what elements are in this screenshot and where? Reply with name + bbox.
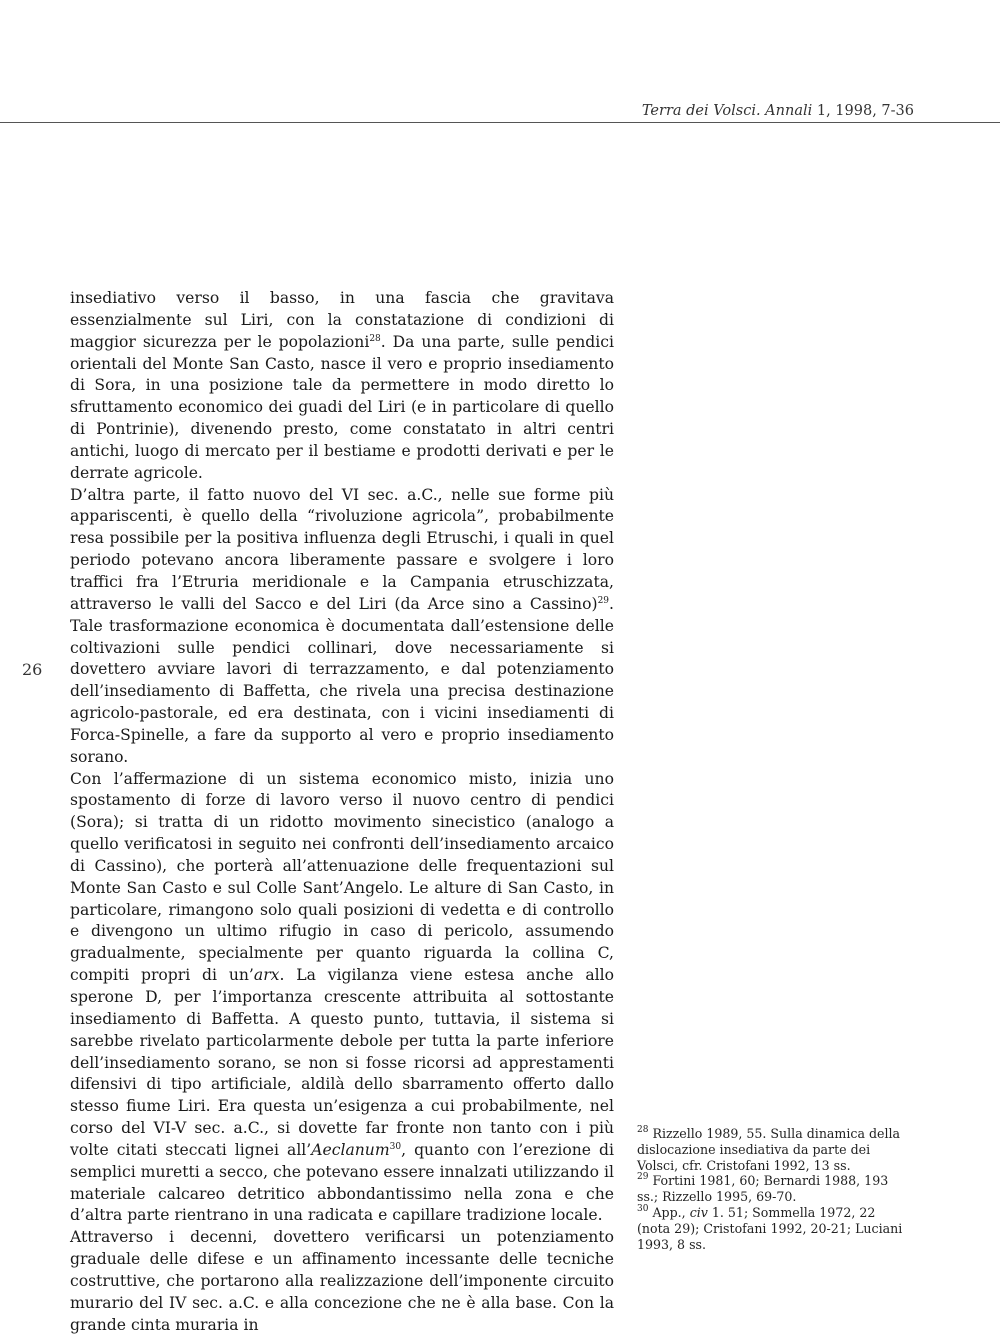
italic-term: civ xyxy=(689,1204,708,1220)
footnote-text: 1. 51; Sommella 1972, 22 (nota 29); Cristofani 1992, 20-21; Luciani 1993, 8 ss. xyxy=(637,1204,903,1252)
footnote-ref-28: 28 xyxy=(369,333,381,344)
journal-title: Terra dei Volsci. Annali xyxy=(641,103,813,119)
footnote-number: 28 xyxy=(637,1125,649,1135)
footnote-ref-30: 30 xyxy=(389,1141,402,1152)
italic-term: arx xyxy=(253,966,280,985)
italic-term: Aeclanum xyxy=(311,1140,390,1159)
text-run: insediativo verso il basso, in una fascia che gravitava essenzialmente sul Liri, con la constatazione di condizioni di maggior sicurezza per le popolazioni xyxy=(70,289,614,351)
footnote-text: App., xyxy=(648,1204,690,1220)
paragraph-2 xyxy=(70,485,614,769)
page-number: 26 xyxy=(22,660,43,679)
running-head xyxy=(642,103,914,119)
paragraph-1 xyxy=(70,288,614,485)
text-run: Con l’affermazione di un sistema economico misto, inizia uno spostamento di forze di lavoro verso il nuovo centro di pendici (Sora); si tratta di un ridotto movimento sinecistico (analogo a quello verificatosi in seguito nei confronti dell’insediamento arcaico di Cassino), che porterà all’attenuazione delle frequentazioni sul Monte San Casto e sul Colle Sant’Angelo. Le alture di San Casto, in particolare, rimangono solo quali posizioni di vedetta e di controllo e divengono un ultimo rifugio in caso di pericolo, assumendo gradualmente, specialmente per quanto riguarda la collina C, compiti propri di un’ xyxy=(70,769,614,985)
footnotes xyxy=(637,1126,911,1252)
text-run: . La vigilanza viene estesa anche allo sperone D, per l’importanza crescente attribuita al sottostante insediamento di Baffetta. A questo punto, tuttavia, il sistema si sarebbe rivelato particolarmente debole per tutta la parte inferiore dell’insediamento sorano, se non si fosse ricorsi ad apprestamenti difensivi di tipo artificiale, aldilà dello sbarramento offerto dallo stesso fiume Liri. Era questa un’esigenza a cui probabilmente, nel corso del VI-V sec. a.C., si dovette far fronte non tanto con i più volte citati steccati lignei all’ xyxy=(70,966,614,1159)
journal-citation: 1, 1998, 7-36 xyxy=(812,103,914,119)
footnote-28 xyxy=(637,1126,911,1173)
text-run: , quanto con l’erezione di semplici muretti a secco, che potevano essere innalzati utilizzando il materiale calcareo detritico abbondantissimo nella zona e che d’altra parte rientrano in una radicata e capillare tradizione locale. xyxy=(70,1140,614,1225)
text-run: . Da una parte, sulle pendici orientali del Monte San Casto, nasce il vero e proprio insediamento di Sora, in una posizione tale da permettere in modo diretto lo sfruttamento economico dei guadi del Liri (e in particolare di quello di Pontrinie), divenendo presto, come constatato in altri centri antichi, luogo di mercato per il bestiame e prodotti derivati e per le derrate agricole. xyxy=(70,332,614,482)
text-run: Attraverso i decenni, dovettero verificarsi un potenziamento graduale delle difese e un affinamento incessante delle tecniche costruttive, che portarono alla realizzazione dell’imponente circuito murario del IV sec. a.C. e alla concezione che ne è alla base. Con la grande cinta muraria in xyxy=(70,1228,614,1334)
paragraph-3 xyxy=(70,769,614,1228)
main-text xyxy=(70,288,614,1337)
footnote-30 xyxy=(637,1205,911,1252)
footnote-ref-29: 29 xyxy=(597,595,610,606)
header-rule xyxy=(0,122,1000,123)
footnote-text: Rizzello 1989, 55. Sulla dinamica della dislocazione insediativa da parte dei Volsci, cfr. Cristofani 1992, 13 ss. xyxy=(637,1126,901,1173)
footnote-number: 30 xyxy=(637,1203,649,1214)
footnote-number: 29 xyxy=(637,1172,649,1183)
footnote-text: Fortini 1981, 60; Bernardi 1988, 193 ss.; Rizzello 1995, 69-70. xyxy=(637,1173,889,1205)
text-run: . Tale trasformazione economica è documentata dall’estensione delle coltivazioni sulle pendici collinari, dove necessariamente si dovettero avviare lavori di terrazzamento, e dal potenziamento dell’insediamento di Baffetta, che rivela una precisa destinazione agricolo-pastorale, ed era destinata, con i vicini insediamenti di Forca-Spinelle, a fare da supporto al vero e proprio insediamento sorano. xyxy=(70,594,614,766)
text-run: D’altra parte, il fatto nuovo del VI sec. a.C., nelle sue forme più appariscenti, è quello della “rivoluzione agricola”, probabilmente resa possibile per la positiva influenza degli Etruschi, i quali in quel periodo potevano ancora liberamente passare e svolgere i loro traffici fra l’Etruria meridionale e la Campania etruschizzata, attraverso le valli del Sacco e del Liri (da Arce sino a Cassino) xyxy=(70,485,614,613)
footnote-29 xyxy=(637,1173,911,1205)
paragraph-4 xyxy=(70,1227,614,1336)
